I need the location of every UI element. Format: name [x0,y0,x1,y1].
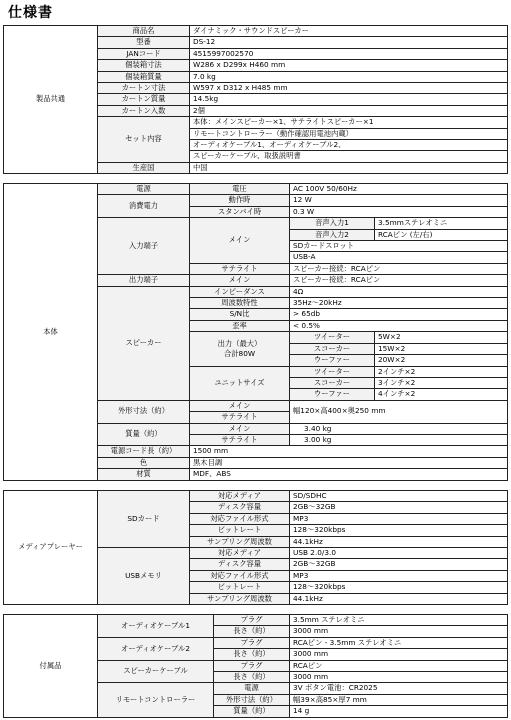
spec-value: 44.1kHz [290,536,508,547]
driver-name: ウーファー [290,389,375,400]
input-name: 音声入力2 [290,229,375,240]
media-type-usb: USBメモリ [98,548,190,605]
set-contents-line: 本体：メインスピーカー×1、サテライトスピーカー×1 [190,117,508,128]
accessories-spec-table [3,614,508,718]
spec-label: 商品名 [98,26,190,37]
spec-sub-label-unit: ユニットサイズ [190,366,290,400]
accessory-name: オーディオケーブル1 [98,615,214,638]
spec-value: 3000 mm [290,626,508,637]
spec-value: USB-A [290,252,508,263]
spec-sub-label: サテライト [190,412,290,423]
set-contents-line: リモートコントローラー（動作確認用電池内蔵） [190,128,508,139]
spec-value: MDF、ABS [190,469,508,480]
spec-sub-label: メイン [190,400,290,411]
output-label-line1: 出力（最大） [217,339,262,349]
spec-label: カートン寸法 [98,83,190,94]
spec-value: 2GB～32GB [290,502,508,513]
spec-label: 色 [98,457,190,468]
spec-value: < 0.5% [290,320,508,331]
category-media: メディアプレーヤー [4,491,98,605]
spec-label: 生産国 [98,162,190,173]
driver-name: ツイーター [290,332,375,343]
accessory-name: スピーカーケーブル [98,660,214,683]
driver-name: ウーファー [290,355,375,366]
spec-value: 3000 mm [290,649,508,660]
spec-value: 3.5mm ステレオミニ [290,615,508,626]
spec-value: 3000 mm [290,672,508,683]
set-contents-line: スピーカーケーブル、取扱説明書 [190,151,508,162]
spec-sub-label: ディスク容量 [190,559,290,570]
spec-sub-label: 対応ファイル形式 [190,513,290,524]
spec-value: 幅39×高85×厚7 mm [290,694,508,705]
spec-label: 入力端子 [98,218,190,275]
spec-sub-label: プラグ [214,637,290,648]
input-name: 音声入力1 [290,218,375,229]
spec-sub-label: ビットレート [190,525,290,536]
spec-sub-label: メイン [190,275,290,286]
spec-value: 3インチ×2 [375,377,508,388]
spec-sub-label: メイン [190,218,290,264]
spec-value: 14.5kg [190,94,508,105]
spec-sub-label: 質量（約） [214,706,290,717]
spec-value: 44.1kHz [290,593,508,604]
spec-value: 12 W [290,195,508,206]
spec-sub-label: 対応メディア [190,548,290,559]
driver-name: スコーカー [290,343,375,354]
spec-sub-label: 電圧 [190,184,290,195]
spec-value: スピーカー接続：RCAピン [290,275,508,286]
page-title: 仕様書 [8,5,53,21]
spec-value: 128～320kbps [290,582,508,593]
spec-label-speaker: スピーカー [98,286,190,400]
spec-sub-label: 長さ（約） [214,626,290,637]
spec-value: 3.40 kg [290,423,508,434]
accessory-name: リモートコントローラー [98,683,214,717]
output-label-line2: 合計80W [223,348,256,358]
spec-value: 2GB～32GB [290,559,508,570]
spec-label: 出力端子 [98,275,190,286]
spec-sub-label: インピーダンス [190,286,290,297]
spec-label: カートン入数 [98,105,190,116]
category-accessories: 付属品 [4,615,98,718]
spec-value: MP3 [290,513,508,524]
spec-value: RCAピン (左/右) [375,229,508,240]
category-body: 本体 [4,184,98,481]
spec-value: 7.0 kg [190,71,508,82]
spec-value: 0.3 W [290,206,508,217]
spec-label: 電源コード長（約） [98,446,190,457]
spec-value: 3.5mmステレオミニ [375,218,508,229]
spec-sub-label: 対応メディア [190,491,290,502]
spec-value: SDカードスロット [290,241,508,252]
spec-value: 2個 [190,105,508,116]
spec-sub-label: ディスク容量 [190,502,290,513]
spec-value: 3.00 kg [290,434,508,445]
spec-label: 個装箱質量 [98,71,190,82]
spec-sub-label: 長さ（約） [214,649,290,660]
spec-sub-label: 対応ファイル形式 [190,570,290,581]
spec-label: 型番 [98,37,190,48]
spec-sub-label: 長さ（約） [214,672,290,683]
spec-sub-label: 周波数特性 [190,298,290,309]
spec-sub-label: スタンバイ時 [190,206,290,217]
spec-value: 幅120×高400×奥250 mm [290,400,508,423]
spec-sub-label: サテライト [190,263,290,274]
spec-value: 4Ω [290,286,508,297]
spec-label: 質量（約） [98,423,190,446]
media-type-sd: SDカード [98,491,190,548]
driver-name: ツイーター [290,366,375,377]
spec-label: 材質 [98,469,190,480]
spec-sub-label: サンプリング周波数 [190,536,290,547]
spec-sub-label: 電源 [214,683,290,694]
spec-label: 消費電力 [98,195,190,218]
spec-value: RCAピン [290,660,508,671]
spec-label: 外形寸法（約） [98,400,190,423]
spec-label: カートン質量 [98,94,190,105]
body-spec-table [3,183,508,481]
spec-value: DS-12 [190,37,508,48]
spec-value: USB 2.0/3.0 [290,548,508,559]
media-spec-table [3,490,508,605]
spec-label: 個装箱寸法 [98,60,190,71]
spec-sub-label: プラグ [214,615,290,626]
driver-name: スコーカー [290,377,375,388]
spec-value: ダイナミック・サウンドスピーカー [190,26,508,37]
spec-value: RCAピン - 3.5mm ステレオミニ [290,637,508,648]
spec-value: 15W×2 [375,343,508,354]
spec-value: AC 100V 50/60Hz [290,184,508,195]
spec-label: 電源 [98,184,190,195]
spec-value: MP3 [290,570,508,581]
spec-sub-label: サンプリング周波数 [190,593,290,604]
spec-sub-label: メイン [190,423,290,434]
spec-value: W286 x D299x H460 mm [190,60,508,71]
spec-sub-label: 外形寸法（約） [214,694,290,705]
category-common: 製品共通 [4,26,98,174]
spec-value: 5W×2 [375,332,508,343]
spec-value: 4515997002570 [190,48,508,59]
spec-value: スピーカー接続：RCAピン [290,263,508,274]
set-contents-line: オーディオケーブル1、オーディオケーブル2、 [190,140,508,151]
spec-value: W597 x D312 x H485 mm [190,83,508,94]
spec-value: SD/SDHC [290,491,508,502]
spec-sub-label-output [190,332,290,366]
spec-label-set-contents: セット内容 [98,117,190,163]
spec-value: 4インチ×2 [375,389,508,400]
spec-label: JANコード [98,48,190,59]
spec-value: 2インチ×2 [375,366,508,377]
spec-sub-label: S/N比 [190,309,290,320]
spec-sub-label: プラグ [214,660,290,671]
spec-sub-label: 動作時 [190,195,290,206]
accessory-name: オーディオケーブル2 [98,637,214,660]
spec-value: 128～320kbps [290,525,508,536]
spec-value: 3V ボタン電池：CR2025 [290,683,508,694]
spec-value: > 65db [290,309,508,320]
spec-value: 中国 [190,162,508,173]
spec-value: 20W×2 [375,355,508,366]
spec-sub-label: ビットレート [190,582,290,593]
common-spec-table [3,25,508,174]
spec-sub-label: 歪率 [190,320,290,331]
spec-value: 1500 mm [190,446,508,457]
spec-sub-label: サテライト [190,434,290,445]
spec-value: 14 g [290,706,508,717]
spec-value: 黒木目調 [190,457,508,468]
spec-value: 35Hz～20kHz [290,298,508,309]
